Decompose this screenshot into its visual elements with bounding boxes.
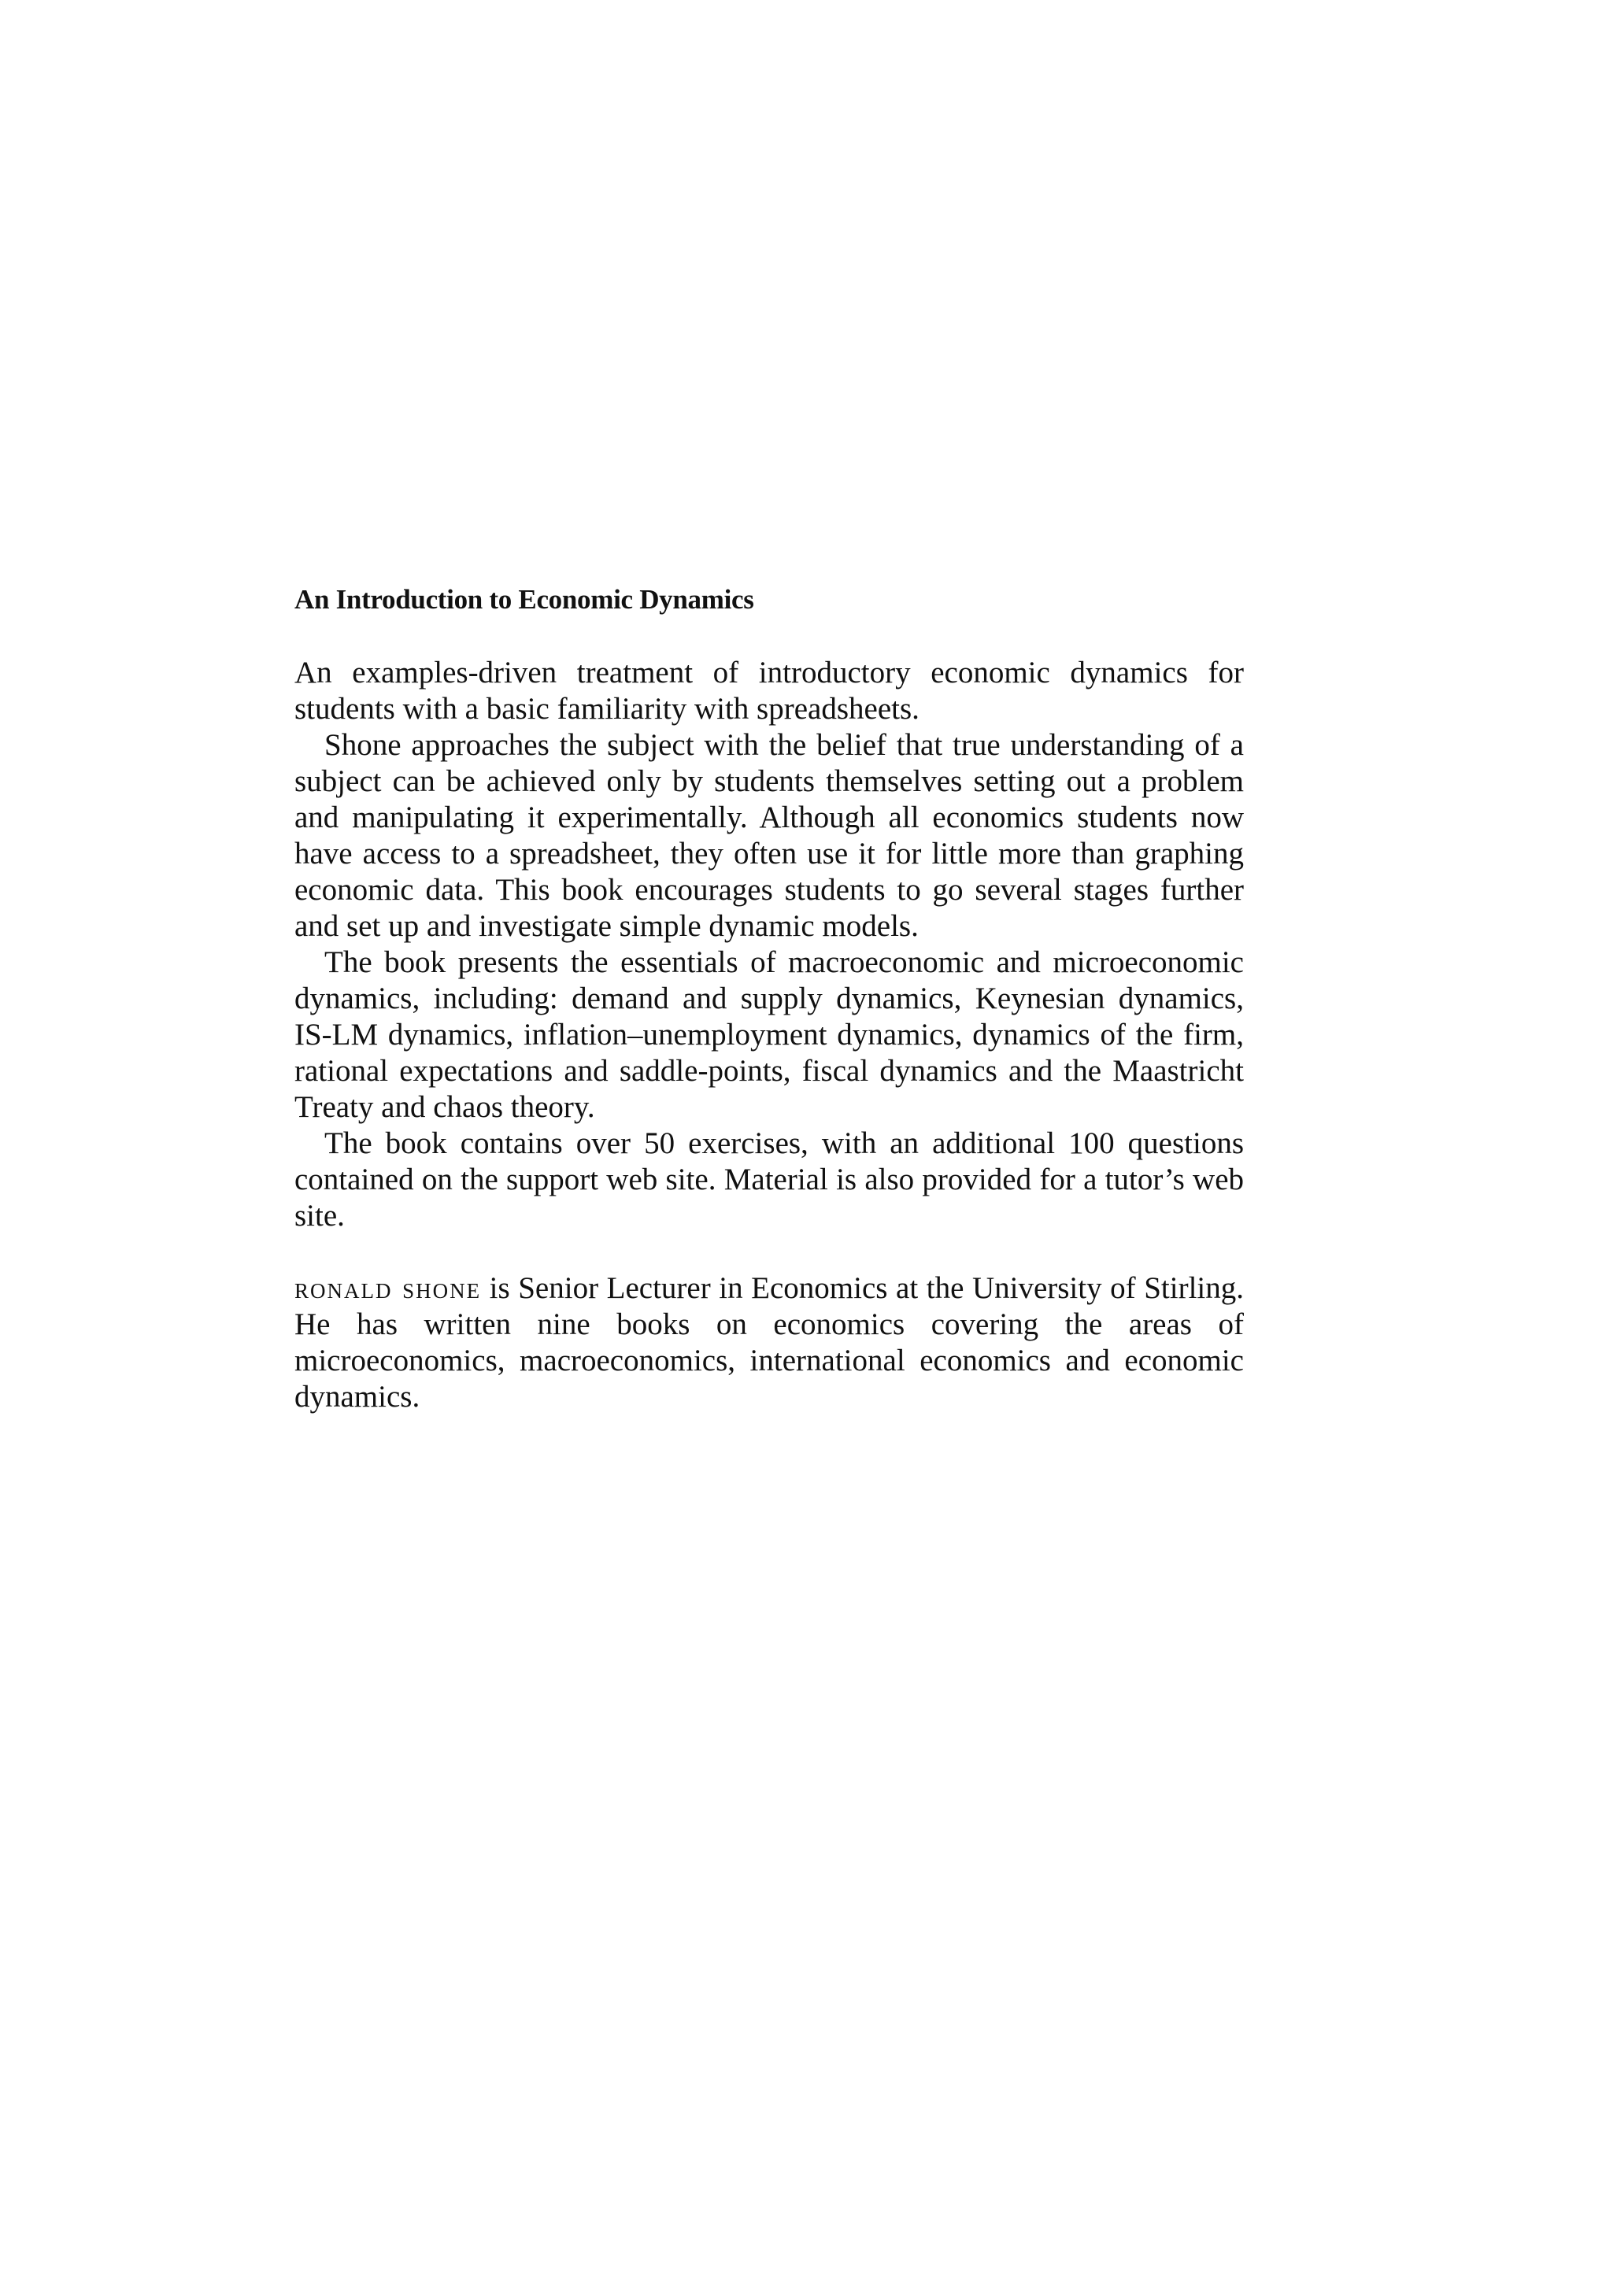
author-name: ronald shone (294, 1271, 482, 1305)
contents-paragraph: The book presents the essentials of macroeconomic and microeconomic dynamics, including: demand and supply dynamics, Keynesian dynamics, IS-LM dynamics, inflation–unemployment dynamics, dynamics of the firm, rational expectations and saddle-points, fiscal dynamics and the Maastricht Treaty and chaos theory. (294, 945, 1244, 1124)
exercises-paragraph: The book contains over 50 exercises, with an additional 100 questions contained on the support web site. Material is also provided for a tutor’s web site. (294, 1126, 1244, 1233)
approach-paragraph: Shone approaches the subject with the belief that true understanding of a subject can be achieved only by students themselves setting out a problem and manipulating it experimentally. Although all economics students now have access to a spreadsheet, they often use it for little more than graphing economic data. This book encourages students to go several stages further and set up and investigate simple dynamic models. (294, 728, 1244, 943)
blurb-block (294, 581, 1244, 1415)
book-title: An Introduction to Economic Dynamics (294, 584, 754, 615)
author-bio (294, 1270, 1244, 1415)
author-bio-text: is Senior Lecturer in Economics at the University of Stirling. He has written nine books on economics covering the areas of microeconomics, macroeconomics, international economics and economic dynamics. (294, 1271, 1245, 1414)
intro-paragraph: An examples-driven treatment of introductory economic dynamics for students with a basic familiarity with spreadsheets. (294, 656, 1244, 726)
